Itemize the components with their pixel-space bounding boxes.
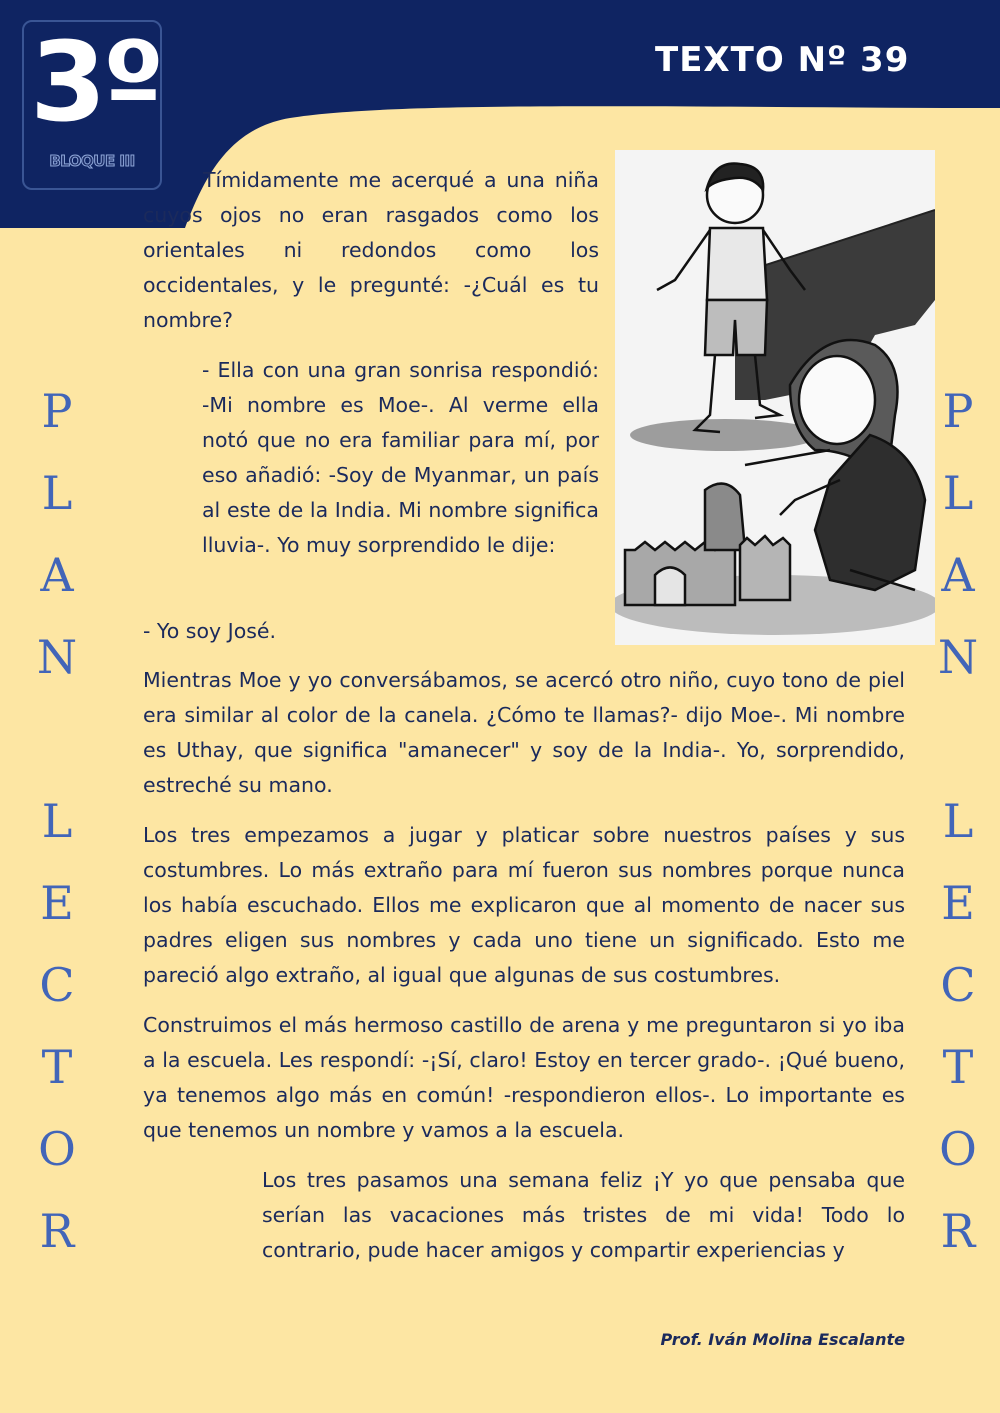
paragraph-7: Los tres pasamos una semana feliz ¡Y yo que pensaba que serían las vacaciones más tristes de mi vida! Todo lo contrario, pude hacer amigos y compartir experiencias y (262, 1168, 905, 1262)
paragraph-1: Tímidamente me acerqué a una niña cuyos ojos no eran rasgados como los orientales ni redondos como los occidentales, y le pregunté: -¿Cuál es tu nombre? (143, 168, 599, 332)
paragraph-2: - Ella con una gran sonrisa respondió: -Mi nombre es Moe-. Al verme ella notó que no era familiar para mí, por eso añadió: -Soy de Myanmar, un país al este de la India. Mi nombre significa lluvia-. Yo muy sorprendido le dije: (202, 358, 599, 557)
side-letter: N (937, 630, 979, 684)
side-letter: T (942, 1040, 974, 1094)
side-letter: R (940, 1204, 976, 1258)
side-letter: L (942, 794, 974, 848)
side-letter: O (939, 1122, 977, 1176)
author-signature: Prof. Iván Molina Escalante (660, 1330, 905, 1349)
side-letter: L (41, 466, 73, 520)
side-letter: L (942, 466, 974, 520)
side-letter: N (36, 630, 78, 684)
side-letter: P (942, 384, 974, 438)
side-letter: A (40, 548, 74, 602)
paragraph-4: Mientras Moe y yo conversábamos, se acercó otro niño, cuyo tono de piel era similar al color de la canela. ¿Cómo te llamas?- dijo Moe-. Mi nombre es Uthay, que significa "amanecer" y soy de la India-. Yo, sorprendido, estreché su mano. (143, 668, 905, 797)
paragraph-6: Construimos el más hermoso castillo de arena y me preguntaron si yo iba a la escuela. Les respondí: -¡Sí, claro! Estoy en tercer grado-. ¡Qué bueno, ya tenemos algo más en común! -respondieron ellos-. Lo importante es que tenemos un nombre y vamos a la escuela. (143, 1013, 905, 1142)
paragraph-3: - Yo soy José. (143, 619, 277, 643)
paragraph-5: Los tres empezamos a jugar y platicar sobre nuestros países y sus costumbres. Lo más extraño para mí fueron sus nombres porque nunca los había escuchado. Ellos me explicaron que al momento de nacer sus padres eligen sus nombres y cada uno tiene un significado. Esto me pareció algo extraño, al igual que algunas de sus costumbres. (143, 823, 905, 987)
side-letter: T (41, 1040, 73, 1094)
side-letter-gap (928, 698, 988, 780)
children-sandcastle-illustration (615, 150, 935, 645)
side-banner-right (928, 370, 988, 1272)
side-letter-gap (27, 698, 87, 780)
side-letter: A (941, 548, 975, 602)
side-letter: E (941, 876, 975, 930)
block-label: BLOQUE III (49, 152, 135, 170)
side-letter: C (39, 958, 75, 1012)
side-letter: L (41, 794, 73, 848)
side-letter: R (39, 1204, 75, 1258)
grade-label: 3º (30, 18, 161, 146)
side-letter: O (38, 1122, 76, 1176)
page-title: TEXTO Nº 39 (655, 40, 910, 80)
side-letter: C (940, 958, 976, 1012)
side-letter: P (41, 384, 73, 438)
side-letter: E (40, 876, 74, 930)
side-banner-left (27, 370, 87, 1272)
